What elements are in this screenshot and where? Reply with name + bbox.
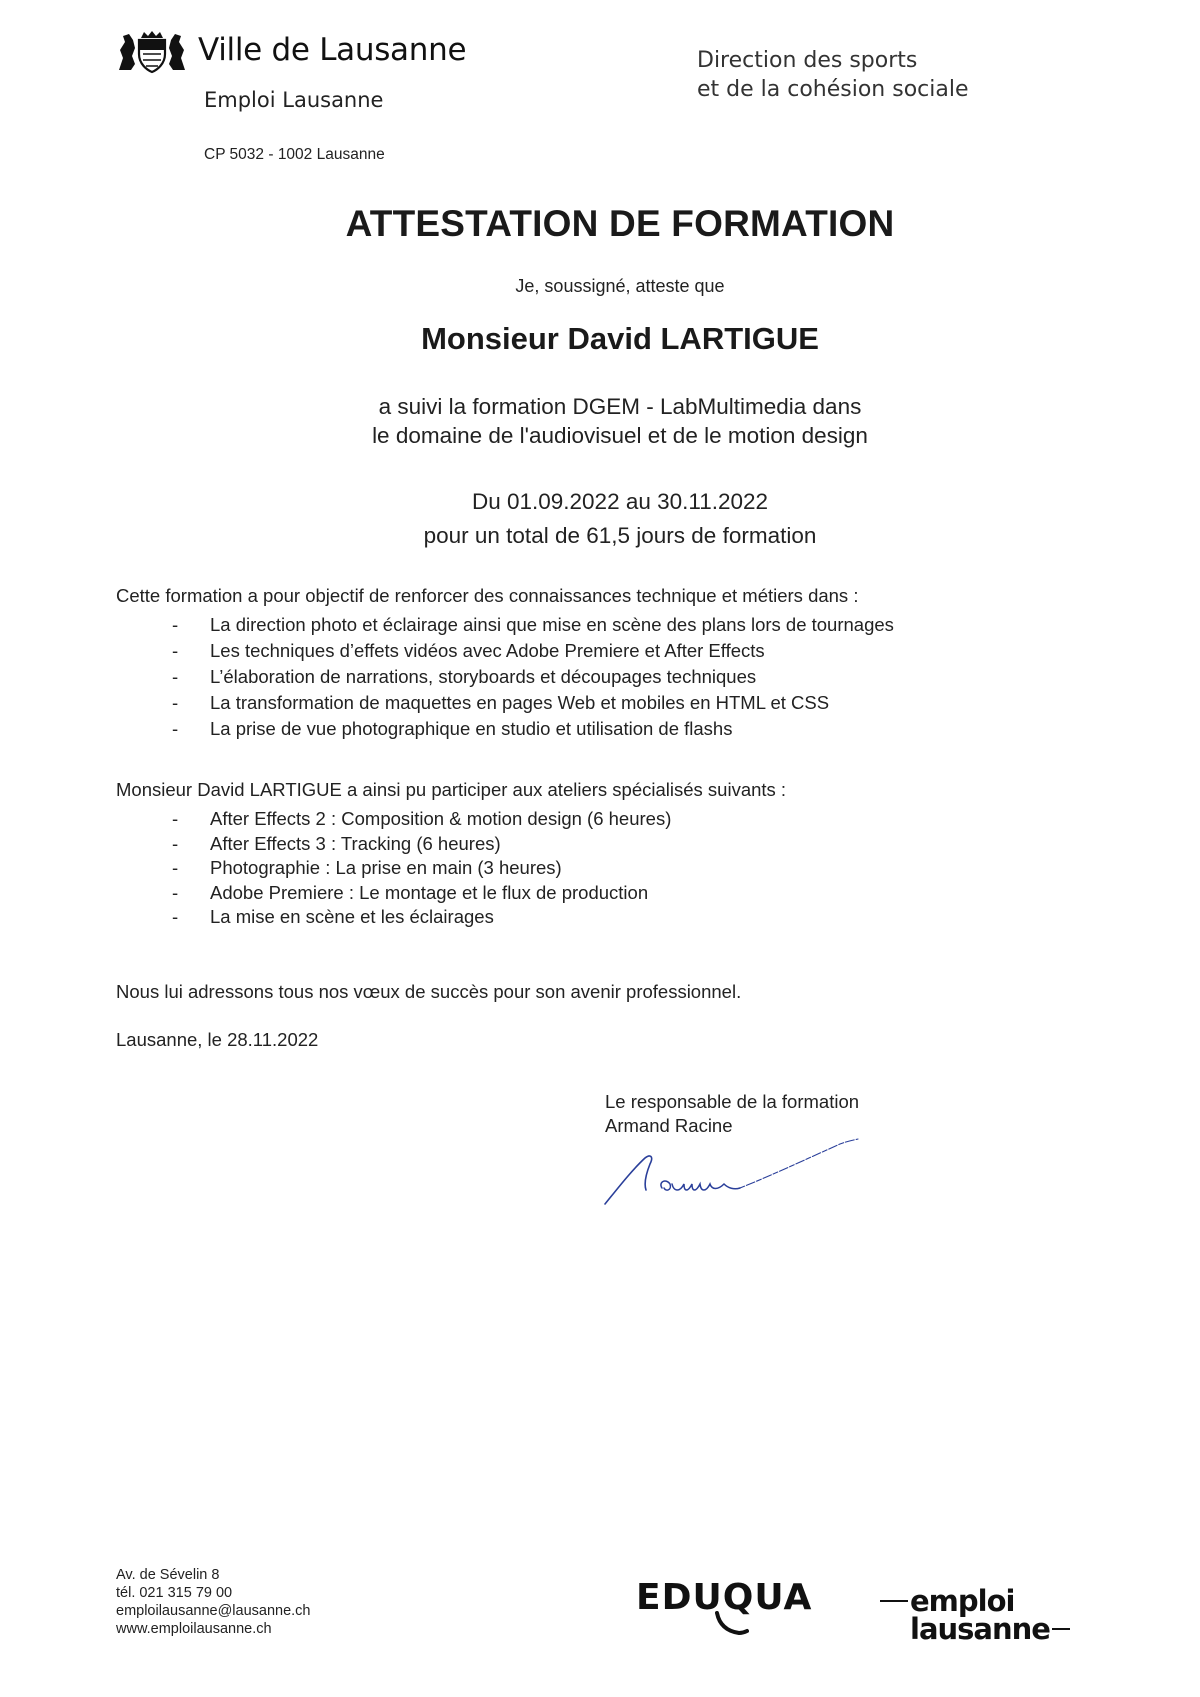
brand-dash-right xyxy=(1052,1628,1070,1630)
course-dates xyxy=(0,485,1200,553)
list-item xyxy=(116,638,894,664)
direction-block xyxy=(697,46,969,104)
workshop-text: After Effects 3 : Tracking (6 heures) xyxy=(210,832,501,854)
course-line-2: le domaine de l'audiovisuel et de le motion design xyxy=(372,423,868,448)
list-item xyxy=(116,612,894,638)
brand-row-2 xyxy=(880,1612,1070,1646)
postal-address: CP 5032 - 1002 Lausanne xyxy=(204,146,385,163)
course-description xyxy=(0,392,1200,450)
list-item xyxy=(116,905,671,930)
attestation-intro: Je, soussigné, atteste que xyxy=(515,276,725,296)
dash-bullet: - xyxy=(172,857,179,878)
footer-contact xyxy=(116,1566,311,1638)
eduqua-logo-text-right: UA xyxy=(754,1577,813,1618)
direction-line-2: et de la cohésion sociale xyxy=(697,77,969,102)
eduqua-logo-q: Q xyxy=(722,1577,755,1618)
list-item xyxy=(116,664,894,690)
objective-text: La direction photo et éclairage ainsi que mise en scène des plans lors de tournages xyxy=(210,614,894,635)
workshop-text: Adobe Premiere : Le montage et le flux de production xyxy=(210,881,649,903)
person-name: Monsieur David LARTIGUE xyxy=(421,321,819,356)
city-name: Ville de Lausanne xyxy=(198,32,467,68)
footer-address: Av. de Sévelin 8 xyxy=(116,1567,220,1583)
footer-phone: tél. 021 315 79 00 xyxy=(116,1585,233,1601)
list-item xyxy=(116,807,671,832)
emploi-lausanne-logo xyxy=(880,1584,1070,1646)
direction-line-1: Direction des sports xyxy=(697,48,918,73)
footer-email[interactable]: emploilausanne@lausanne.ch xyxy=(116,1603,311,1619)
handwritten-signature-icon xyxy=(600,1138,870,1208)
course-line-1: a suivi la formation DGEM - LabMultimedia dans xyxy=(378,394,862,419)
list-item xyxy=(116,716,894,742)
list-item xyxy=(116,881,671,906)
objective-text: La prise de vue photographique en studio et utilisation de flashs xyxy=(210,718,733,739)
dash-bullet: - xyxy=(172,614,179,635)
list-item xyxy=(116,856,671,881)
objectives-list xyxy=(116,612,894,742)
dash-bullet: - xyxy=(172,808,179,829)
workshops-list xyxy=(116,807,671,930)
dash-bullet: - xyxy=(172,881,179,903)
eduqua-q-tail-icon xyxy=(709,1611,749,1637)
signatory-block xyxy=(605,1090,859,1138)
place-and-date: Lausanne, le 28.11.2022 xyxy=(116,1029,319,1050)
brand-row-1 xyxy=(880,1584,1070,1618)
dates-line-2: pour un total de 61,5 jours de formation xyxy=(423,523,817,548)
dash-bullet: - xyxy=(172,906,179,927)
lausanne-crest-icon xyxy=(117,30,187,74)
dates-line-1: Du 01.09.2022 au 30.11.2022 xyxy=(471,489,769,514)
list-item xyxy=(116,690,894,716)
objective-text: L’élaboration de narrations, storyboards et découpages techniques xyxy=(210,666,757,687)
document-title: ATTESTATION DE FORMATION xyxy=(345,203,895,244)
footer-website[interactable]: www.emploilausanne.ch xyxy=(116,1621,272,1637)
objective-text: Les techniques d’effets vidéos avec Adobe Premiere et After Effects xyxy=(210,640,765,661)
workshop-text: After Effects 2 : Composition & motion design (6 heures) xyxy=(210,808,672,829)
brand-dash-left xyxy=(880,1600,908,1602)
brand-word-1: emploi xyxy=(910,1584,1015,1618)
dash-bullet: - xyxy=(172,640,179,661)
workshops-intro: Monsieur David LARTIGUE a ainsi pu participer aux ateliers spécialisés suivants : xyxy=(116,779,787,800)
dash-bullet: - xyxy=(172,666,179,687)
brand-word-2: lausanne xyxy=(910,1612,1050,1646)
signatory-name: Armand Racine xyxy=(605,1115,733,1136)
service-name: Emploi Lausanne xyxy=(204,88,384,112)
closing-wishes: Nous lui adressons tous nos vœux de succès pour son avenir professionnel. xyxy=(116,981,742,1002)
eduqua-logo-text-left: EDU xyxy=(636,1577,723,1618)
dash-bullet: - xyxy=(172,832,179,854)
eduqua-logo xyxy=(636,1577,812,1618)
workshop-text: La mise en scène et les éclairages xyxy=(210,906,494,927)
list-item xyxy=(116,832,671,857)
workshop-text: Photographie : La prise en main (3 heures) xyxy=(210,857,562,878)
signatory-role: Le responsable de la formation xyxy=(605,1091,860,1112)
objectives-intro: Cette formation a pour objectif de renforcer des connaissances technique et métiers dans : xyxy=(116,585,859,606)
objective-text: La transformation de maquettes en pages Web et mobiles en HTML et CSS xyxy=(210,692,830,713)
dash-bullet: - xyxy=(172,718,179,739)
dash-bullet: - xyxy=(172,692,179,713)
